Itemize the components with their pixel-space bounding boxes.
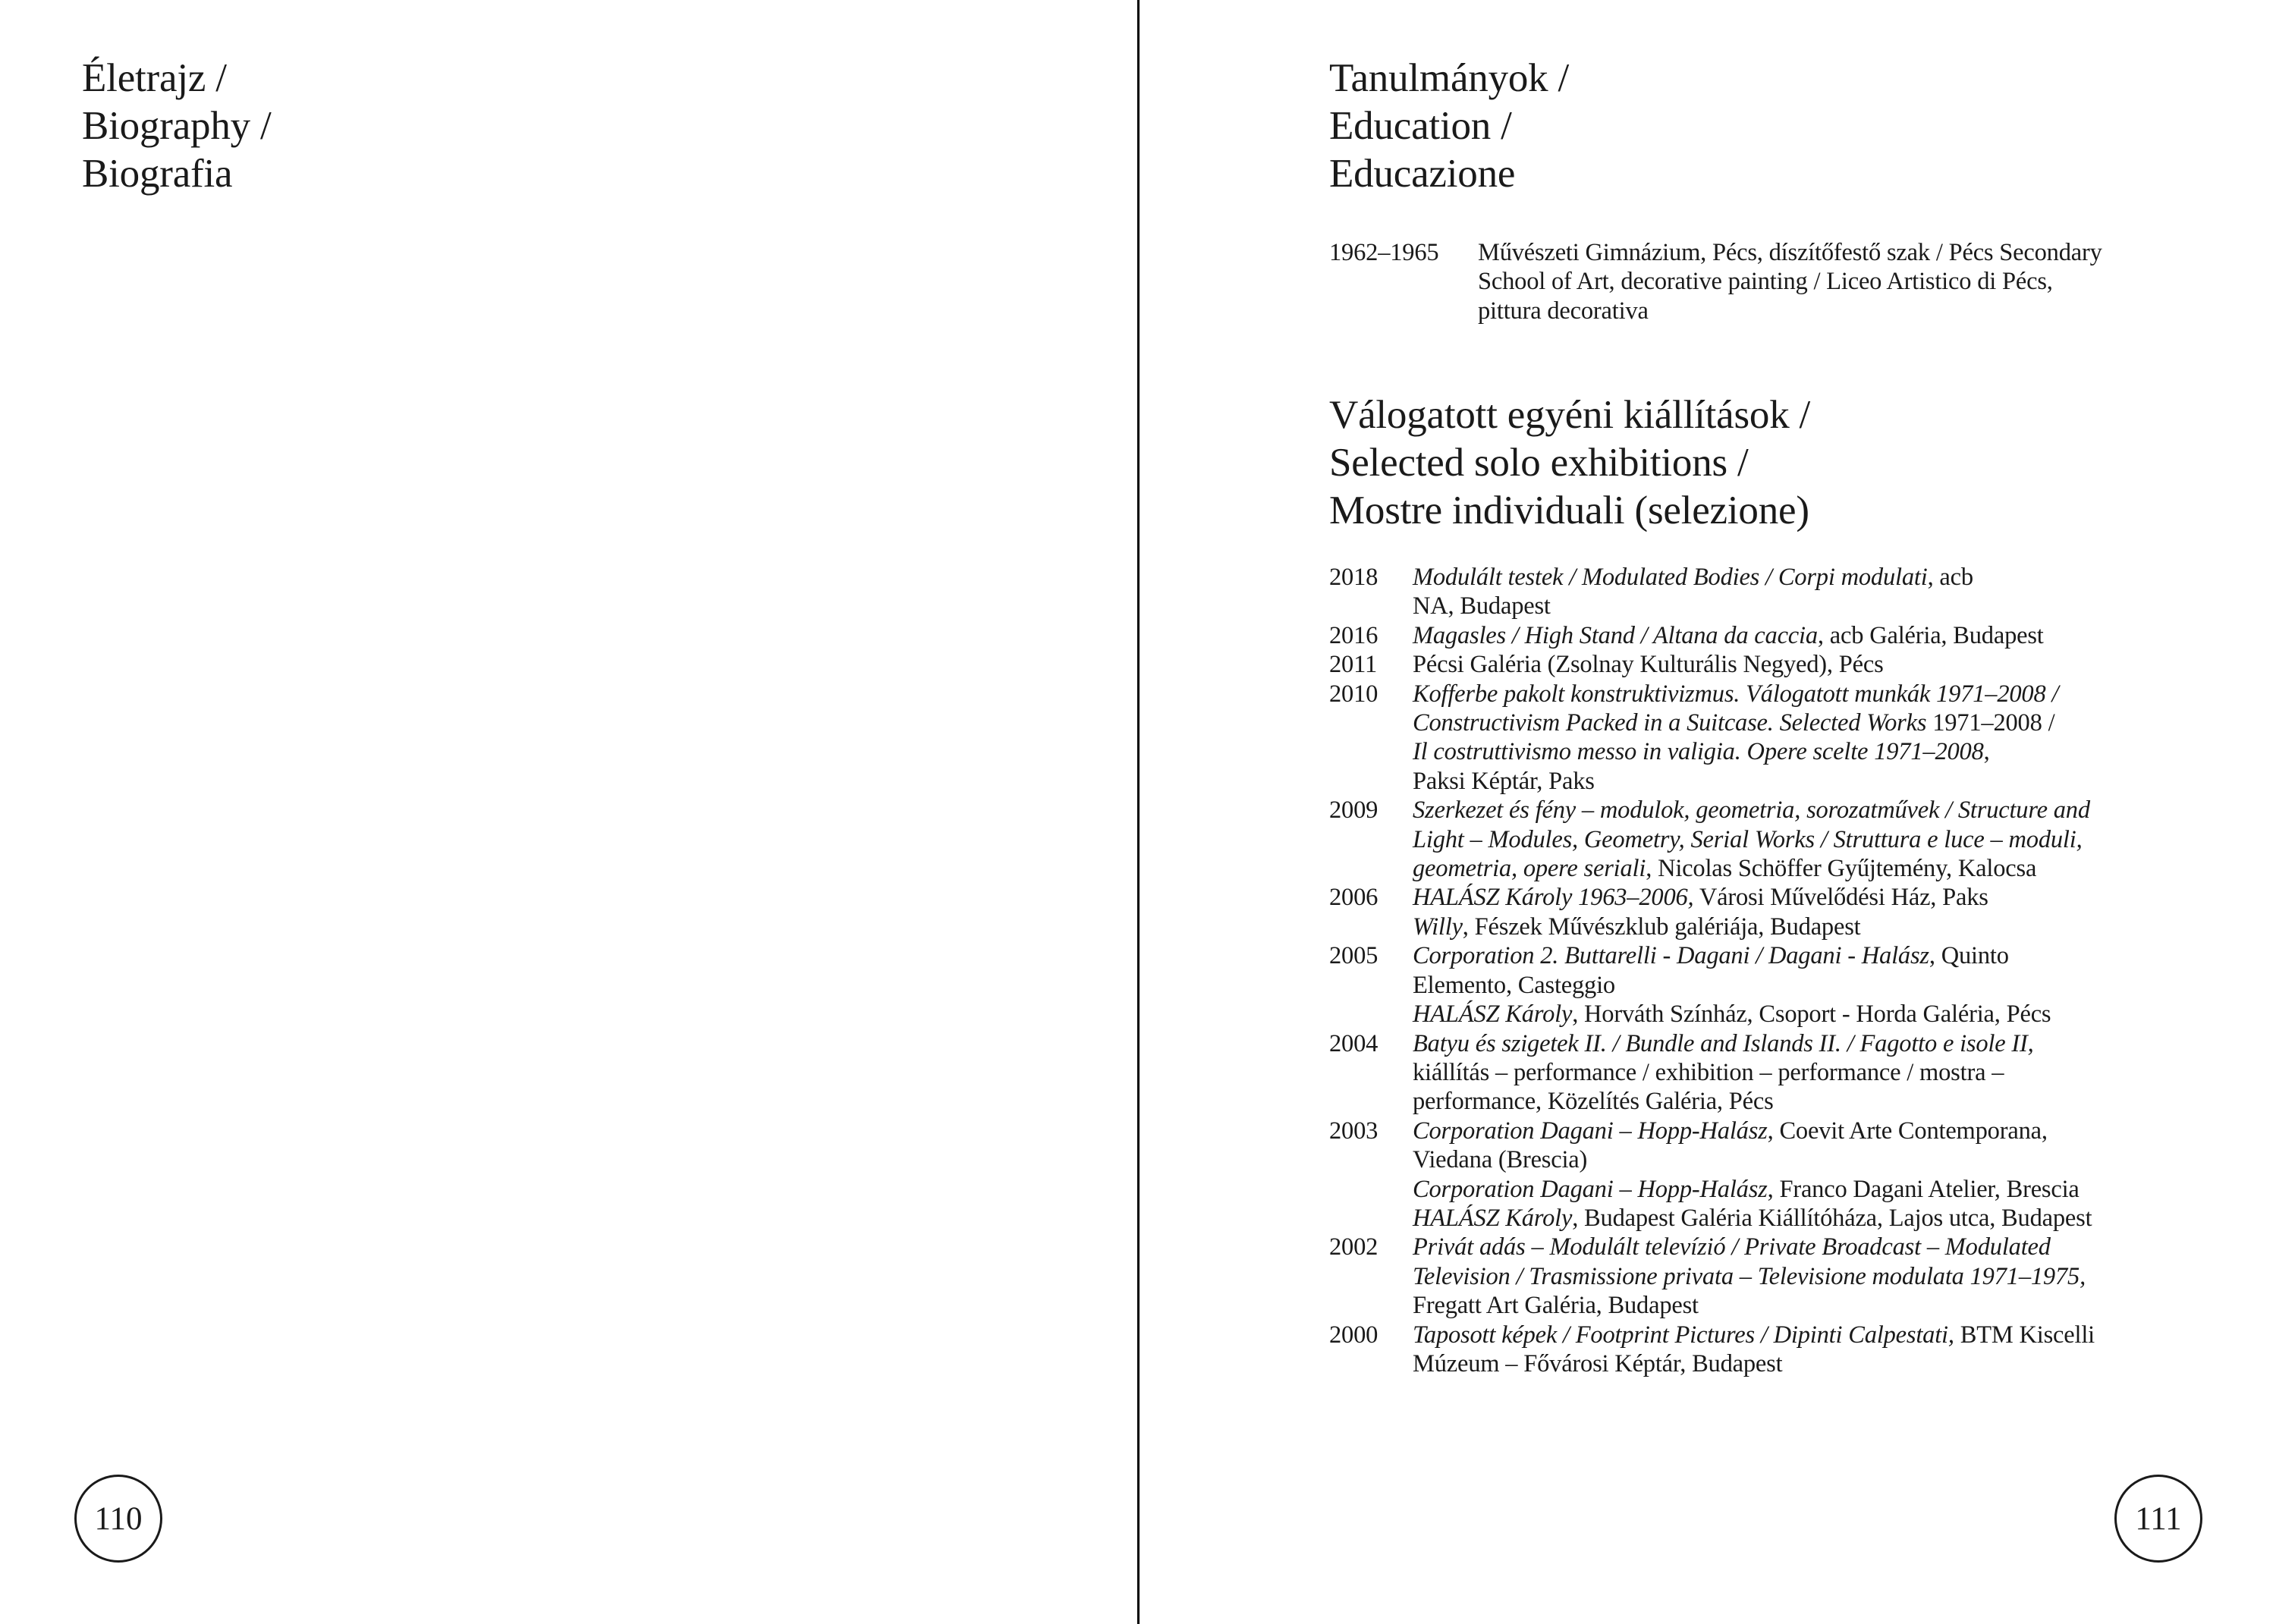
entry-line bbox=[1413, 1117, 2255, 1145]
biography-heading bbox=[82, 55, 272, 198]
entry-text bbox=[1413, 650, 2255, 679]
entry-line bbox=[1413, 1291, 2255, 1320]
entry-text bbox=[1413, 1117, 2255, 1233]
entry-line bbox=[1413, 767, 2255, 796]
work-title-segment: Corporation Dagani – Hopp-Halász bbox=[1413, 1117, 1768, 1145]
text-segment: , Coevit Arte Contemporana, bbox=[1767, 1117, 2048, 1145]
heading-line: Válogatott egyéni kiállítások / bbox=[1329, 393, 1811, 437]
text-segment: , Nicolas Schöffer Gyűjtemény, Kalocsa bbox=[1646, 855, 2037, 883]
heading-line: Education / bbox=[1329, 104, 1512, 148]
entry-line bbox=[1478, 238, 2255, 267]
entry-line bbox=[1413, 825, 2255, 854]
entry-year: 2018 bbox=[1329, 564, 1378, 591]
entry-year: 1962–1965 bbox=[1329, 239, 1439, 266]
entry-text bbox=[1413, 1233, 2255, 1320]
text-segment: Városi Művelődési Ház, Paks bbox=[1693, 884, 1988, 912]
education-entry bbox=[1329, 238, 2255, 325]
text-segment: Paksi Képtár, Paks bbox=[1413, 767, 1595, 795]
work-title-segment: Constructivism Packed in a Suitcase. Selected Works bbox=[1413, 709, 1927, 737]
heading-line: Biografia bbox=[82, 152, 233, 196]
entry-line bbox=[1478, 297, 2255, 325]
entry-line bbox=[1413, 1349, 2255, 1378]
work-title-segment: Television / Trasmissione privata – Televisione modulata 1971–1975, bbox=[1413, 1262, 2086, 1290]
text-segment: School of Art, decorative painting / Liceo Artistico di Pécs, bbox=[1478, 268, 2053, 296]
entry-line bbox=[1478, 267, 2255, 296]
page-number-right bbox=[2114, 1475, 2202, 1563]
text-segment: performance, Közelítés Galéria, Pécs bbox=[1413, 1088, 1774, 1116]
entry-line bbox=[1413, 1175, 2255, 1204]
entry-line bbox=[1413, 1321, 2255, 1349]
entry-line bbox=[1413, 971, 2255, 1000]
text-segment: , Franco Dagani Atelier, Brescia bbox=[1767, 1175, 2080, 1203]
text-segment: 1971–2008 / bbox=[1926, 709, 2055, 737]
text-segment: Pécsi Galéria (Zsolnay Kulturális Negyed), Pécs bbox=[1413, 651, 1884, 679]
work-title-segment: Il costruttivismo messo in valigia. Opere scelte 1971–2008 bbox=[1413, 738, 1984, 766]
text-segment: , bbox=[1983, 738, 1990, 766]
entry-text bbox=[1413, 1321, 2255, 1379]
text-segment: , Fészek Művészklub galériája, Budapest bbox=[1462, 913, 1861, 941]
entry-line bbox=[1413, 708, 2255, 737]
text-segment: Múzeum – Fővárosi Képtár, Budapest bbox=[1413, 1349, 1783, 1377]
heading-line: Educazione bbox=[1329, 152, 1516, 196]
exhibition-entry bbox=[1329, 1321, 2255, 1379]
entry-line bbox=[1413, 737, 2255, 766]
entry-text bbox=[1413, 883, 2255, 941]
entry-year: 2011 bbox=[1329, 651, 1377, 679]
work-title-segment: Light – Modules, Geometry, Serial Works / Struttura e luce – moduli, bbox=[1413, 825, 2083, 853]
solo-exhibitions-heading bbox=[1329, 391, 1810, 535]
work-title-segment: geometria, opere seriali bbox=[1413, 855, 1646, 883]
heading-line: Biography / bbox=[82, 104, 272, 148]
entry-line bbox=[1413, 1262, 2255, 1291]
entry-line bbox=[1413, 650, 2255, 679]
text-segment: pittura decorativa bbox=[1478, 297, 1649, 325]
entry-line bbox=[1413, 680, 2255, 708]
entry-line bbox=[1413, 621, 2255, 650]
entry-text bbox=[1413, 941, 2255, 1029]
work-title-segment: HALÁSZ Károly bbox=[1413, 1000, 1573, 1029]
work-title-segment: Privát adás – Modulált televízió / Private Broadcast – Modulated bbox=[1413, 1233, 2051, 1261]
entry-year: 2002 bbox=[1329, 1233, 1378, 1261]
work-title-segment: Batyu és szigetek II. / Bundle and Islands II. / Fagotto e isole II, bbox=[1413, 1029, 2034, 1057]
heading-line: Selected solo exhibitions / bbox=[1329, 441, 1749, 485]
work-title-segment: HALÁSZ Károly 1963–2006, bbox=[1413, 884, 1694, 912]
text-segment: , Horváth Színház, Csoport - Horda Galéria, Pécs bbox=[1572, 1000, 2051, 1029]
exhibition-entry bbox=[1329, 650, 2255, 679]
entry-line bbox=[1413, 941, 2255, 970]
exhibition-entry bbox=[1329, 883, 2255, 941]
text-segment: , acb bbox=[1927, 564, 1973, 591]
entry-line bbox=[1413, 1058, 2255, 1087]
exhibition-entry bbox=[1329, 563, 2255, 621]
entry-text bbox=[1413, 680, 2255, 796]
work-title-segment: Willy bbox=[1413, 913, 1463, 941]
page-number-left bbox=[74, 1475, 162, 1563]
work-title-segment: Kofferbe pakolt konstruktivizmus. Válogatott munkák 1971–2008 / bbox=[1413, 680, 2059, 708]
exhibition-entry bbox=[1329, 1117, 2255, 1233]
work-title-segment: Corporation 2. Buttarelli - Dagani / Dagani - Halász bbox=[1413, 942, 1929, 970]
exhibition-entry bbox=[1329, 1029, 2255, 1117]
entry-year: 2004 bbox=[1329, 1029, 1378, 1057]
entry-year: 2009 bbox=[1329, 796, 1378, 825]
text-segment: , acb Galéria, Budapest bbox=[1817, 621, 2044, 649]
text-segment: Fregatt Art Galéria, Budapest bbox=[1413, 1292, 1699, 1320]
entry-line bbox=[1413, 854, 2255, 883]
exhibition-entry bbox=[1329, 680, 2255, 796]
heading-line: Tanulmányok / bbox=[1329, 56, 1570, 100]
entry-line bbox=[1413, 563, 2255, 592]
entry-year: 2010 bbox=[1329, 680, 1378, 708]
entry-text bbox=[1478, 238, 2255, 325]
work-title-segment: Corporation Dagani – Hopp-Halász bbox=[1413, 1175, 1768, 1203]
education-heading bbox=[1329, 55, 1569, 198]
entry-line bbox=[1413, 1233, 2255, 1261]
exhibitions-list bbox=[1329, 563, 2255, 1378]
text-segment: Viedana (Brescia) bbox=[1413, 1146, 1588, 1174]
entry-year: 2003 bbox=[1329, 1117, 1378, 1145]
page-number-text: 110 bbox=[94, 1500, 143, 1537]
text-segment: , Quinto bbox=[1929, 942, 2009, 970]
exhibition-entry bbox=[1329, 941, 2255, 1029]
page-number-text: 111 bbox=[2135, 1500, 2182, 1537]
exhibition-entry bbox=[1329, 1233, 2255, 1320]
entry-line bbox=[1413, 1087, 2255, 1116]
entry-line bbox=[1413, 796, 2255, 825]
text-segment: kiállítás – performance / exhibition – performance / mostra – bbox=[1413, 1058, 2004, 1086]
entry-text bbox=[1413, 796, 2255, 883]
heading-line: Mostre individuali (selezione) bbox=[1329, 488, 1809, 532]
entry-line bbox=[1413, 913, 2255, 941]
education-list bbox=[1329, 238, 2255, 325]
text-segment: , Budapest Galéria Kiállítóháza, Lajos utca, Budapest bbox=[1572, 1204, 2092, 1232]
text-segment: Elemento, Casteggio bbox=[1413, 971, 1615, 999]
work-title-segment: Taposott képek / Footprint Pictures / Dipinti Calpestati, bbox=[1413, 1321, 1954, 1349]
entry-year: 2005 bbox=[1329, 942, 1378, 970]
entry-year: 2016 bbox=[1329, 621, 1378, 649]
text-segment: BTM Kiscelli bbox=[1954, 1321, 2095, 1349]
exhibition-entry bbox=[1329, 796, 2255, 883]
exhibition-entry bbox=[1329, 621, 2255, 650]
entry-text bbox=[1413, 563, 2255, 621]
work-title-segment: HALÁSZ Károly bbox=[1413, 1204, 1573, 1232]
entry-line bbox=[1413, 1000, 2255, 1029]
entry-text bbox=[1413, 1029, 2255, 1117]
entry-year: 2006 bbox=[1329, 884, 1378, 912]
entry-line bbox=[1413, 592, 2255, 620]
entry-year: 2000 bbox=[1329, 1321, 1378, 1349]
work-title-segment: Magasles / High Stand / Altana da caccia bbox=[1413, 621, 1818, 649]
entry-line bbox=[1413, 883, 2255, 912]
text-segment: Művészeti Gimnázium, Pécs, díszítőfestő szak / Pécs Secondary bbox=[1478, 239, 2102, 266]
entry-text bbox=[1413, 621, 2255, 650]
work-title-segment: Szerkezet és fény – modulok, geometria, sorozatművek / Structure and bbox=[1413, 796, 2090, 825]
entry-line bbox=[1413, 1204, 2255, 1233]
entry-line bbox=[1413, 1029, 2255, 1058]
work-title-segment: Modulált testek / Modulated Bodies / Corpi modulati bbox=[1413, 564, 1928, 591]
page-divider bbox=[1137, 0, 1140, 1624]
text-segment: NA, Budapest bbox=[1413, 592, 1551, 620]
heading-line: Életrajz / bbox=[82, 56, 227, 100]
entry-line bbox=[1413, 1145, 2255, 1174]
